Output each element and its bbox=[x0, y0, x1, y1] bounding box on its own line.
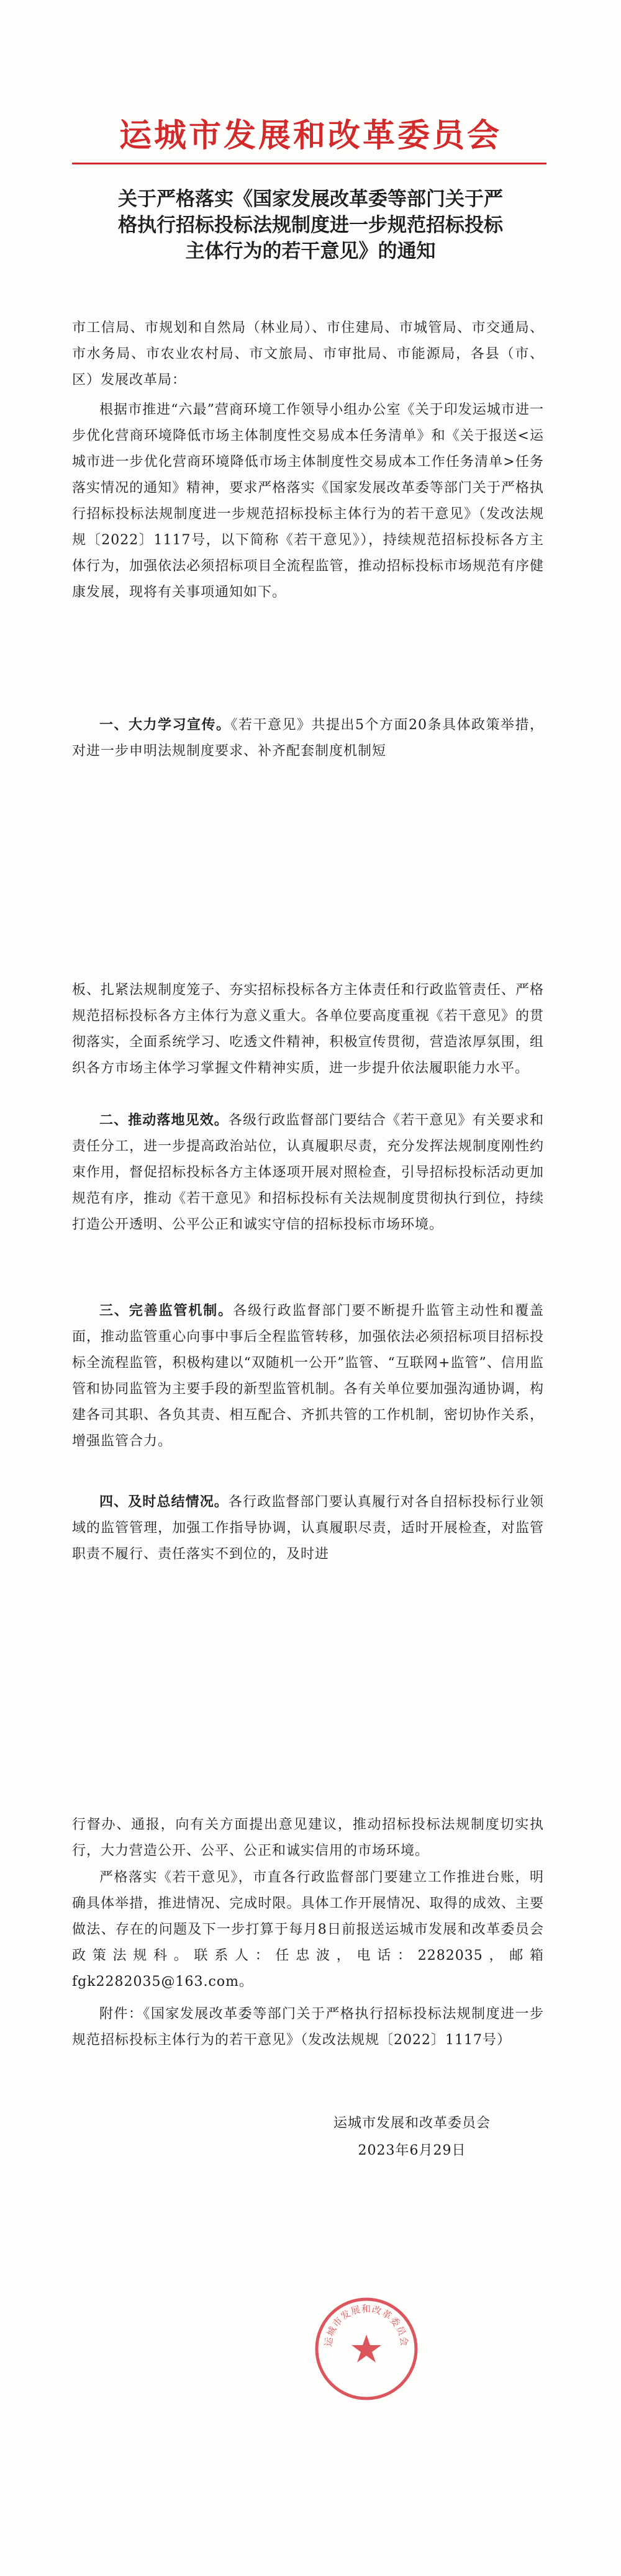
section-4-body-part2: 行督办、通报，向有关方面提出意见建议，推动招标投标法规制度切实执行，大力营造公开、公平、公正和诚实信用的市场环境。 bbox=[72, 1817, 544, 1859]
recipients-paragraph: 市工信局、市规划和自然局（林业局）、市住建局、市城管局、市交通局、市水务局、市农业农村局、市文旅局、市审批局、市能源局，各县（市、区）发展改革局： bbox=[72, 320, 544, 388]
section-1-paragraph bbox=[72, 712, 544, 765]
svg-text:运城市发展和改革委员会: 运城市发展和改革委员会 bbox=[322, 2303, 410, 2348]
header-red-rule bbox=[72, 163, 546, 164]
closing-paragraph: 严格落实《若干意见》，市直各行政监督部门要建立工作推进台账，明确具体举措，推进情况、完成时限。具体工作开展情况、取得的成效、主要做法、存在的问题及下一步打算于每月8日前报送运城市发展和改革委员会政策法规科。联系人：任忠波，电话：2282035，邮箱fgk2282035@163.com。 bbox=[72, 1870, 544, 1990]
attachment-note: 附件：《国家发展改革委等部门关于严格执行招标投标法规制度进一步规范招标投标主体行为的若干意见》（发改法规规〔2022〕1117号） bbox=[72, 2006, 544, 2048]
title-line-2: 格执行招标投标法规制度进一步规范招标投标 bbox=[118, 214, 503, 236]
document-page-2 bbox=[0, 832, 621, 1753]
document-page-3 bbox=[0, 1753, 621, 2576]
section-4-paragraph bbox=[72, 1489, 544, 1568]
signature-block bbox=[333, 2110, 491, 2165]
intro-paragraph: 根据市推进“六最”营商环境工作领导小组办公室《关于印发运城市进一步优化营商环境降低市场主体制度性交易成本任务清单》和《关于报送<运城市进一步优化营商环境降低市场主体制度性交易成本工作任务清单>任务落实情况的通知》精神，要求严格落实《国家发展改革委等部门关于严格执行招标投标法规制度进一步规范招标投标主体行为的若干意见》（发改法规规〔2022〕1117号，以下简称《若干意见》），持续规范招标投标各方主体行为，加强依法必须招标项目全流程监管，推动招标投标市场规范有序健康发展，现将有关事项通知如下。 bbox=[72, 402, 544, 600]
section-1-body-part1: 《若干意见》共提出5个方面20条具体政策举措，对进一步申明法规制度要求、补齐配套制度机制短 bbox=[72, 717, 544, 759]
section-2-paragraph bbox=[72, 1108, 544, 1238]
section-2-heading: 二、推动落地见效。 bbox=[99, 1113, 229, 1128]
section-2-body: 各级行政监督部门要结合《若干意见》有关要求和责任分工，进一步提高政治站位，认真履职尽责，充分发挥法规制度刚性约束作用，督促招标投标各方主体逐项开展对照检查，引导招标投标活动更加规范有序，推动《若干意见》和招标投标有关法规制度贯彻执行到位，持续打造公开透明、公平公正和诚实守信的招标投标市场环境。 bbox=[72, 1113, 544, 1232]
section-3-body: 各级行政监督部门要不断提升监管主动性和覆盖面，推动监管重心向事中事后全程监管转移，加强依法必须招标项目招标投标全流程监管，积极构建以“双随机一公开”监管、“互联网+监管”、信用监管和协同监管为主要手段的新型监管机制。各有关单位要加强沟通协调，构建各司其职、各负其责、相互配合、齐抓共管的工作机制，密切协作关系，增强监管合力。 bbox=[72, 1303, 544, 1449]
document-page-1 bbox=[0, 0, 621, 832]
title-line-1: 关于严格落实《国家发展改革委等部门关于严 bbox=[118, 188, 503, 210]
section-1-body-part2: 板、扎紧法规制度笼子、夯实招标投标各方主体责任和行政监管责任、严格规范招标投标各方主体行为意义重大。各单位要高度重视《若干意见》的贯彻落实，全面系统学习、吃透文件精神，积极宣传贯彻，营造浓厚氛围，组织各方市场主体学习掌握文件精神实质，进一步提升依法履职能力水平。 bbox=[72, 982, 544, 1076]
document-title bbox=[75, 186, 546, 264]
signature-date: 2023年6月29日 bbox=[358, 2143, 466, 2158]
section-1-heading: 一、大力学习宣传。 bbox=[99, 717, 231, 733]
section-3-paragraph bbox=[72, 1298, 544, 1455]
section-4-body-part1: 各行政监督部门要认真履行对各自招标投标行业领域的监管管理，加强工作指导协调，认真履职尽责，适时开展检查，对监管职责不履行、责任落实不到位的，及时进 bbox=[72, 1494, 544, 1562]
title-line-3: 主体行为的若干意见》的通知 bbox=[185, 240, 436, 263]
section-3-heading: 三、完善监管机制。 bbox=[99, 1303, 233, 1319]
section-4-heading: 四、及时总结情况。 bbox=[99, 1494, 229, 1510]
signature-org: 运城市发展和改革委员会 bbox=[333, 2116, 491, 2131]
official-seal-stamp bbox=[314, 2296, 419, 2402]
header-org-name: 运城市发展和改革委员会 bbox=[119, 117, 502, 155]
